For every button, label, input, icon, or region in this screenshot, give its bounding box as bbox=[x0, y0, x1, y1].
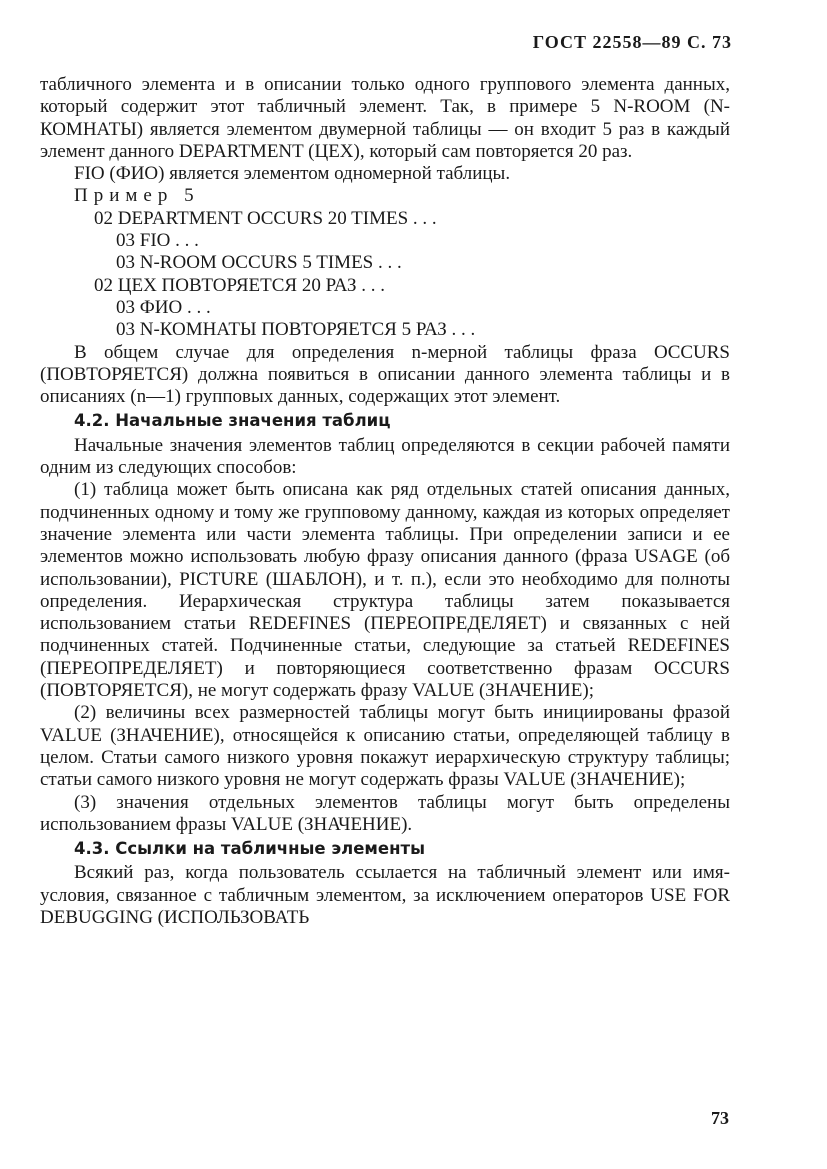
code-line: 02 ЦЕХ ПОВТОРЯЕТСЯ 20 РАЗ . . . bbox=[94, 274, 385, 296]
code-line: 03 N-ROOM OCCURS 5 TIMES . . . bbox=[116, 252, 402, 274]
section-heading: 4.3. Ссылки на табличные элементы bbox=[74, 839, 425, 859]
code-line: 03 ФИО . . . bbox=[116, 296, 211, 318]
paragraph: табличного элемента и в описании только одного группового элемента данных, который содержит этот табличный элемент. Так, в примере 5 N-ROOM (N-КОМНАТЫ) является элементом двумерной таблицы — он входит 5 раз в каждый элемент данного DEPARTMENT (ЦЕХ), который сам повторяется 20 раз. bbox=[40, 74, 730, 162]
page-header: ГОСТ 22558—89 С. 73 bbox=[532, 32, 732, 52]
paragraph: (3) значения отдельных элементов таблицы могут быть определены использованием фразы VALUE (ЗНАЧЕНИЕ). bbox=[40, 791, 730, 835]
page-number: 73 bbox=[711, 1108, 729, 1128]
section-heading: 4.2. Начальные значения таблиц bbox=[74, 411, 391, 431]
code-line: 03 FIO . . . bbox=[116, 230, 199, 252]
paragraph: (1) таблица может быть описана как ряд отдельных статей описания данных, подчиненных одному и тому же групповому данному, каждая из которых определяет значение элемента или части элемента таблицы. При определении записи и ее элементов можно использовать любую фразу описания данного (фраза USAGE (об использовании), PICTURE (ШАБЛОН), и т. п.), если это необходимо для полноты определения. Иерархическая структура таблицы затем показывается использованием статьи REDEFINES (ПЕРЕОПРЕДЕЛЯЕТ) и связанных с ней подчиненных статей. Подчиненные статьи, следующие за статьей REDEFINES (ПЕРЕОПРЕДЕЛЯЕТ) и повторяющиеся соответственно фразам OCCURS (ПОВТОРЯЕТСЯ), не могут содержать фразу VALUE (ЗНАЧЕНИЕ); bbox=[40, 479, 730, 702]
paragraph: FIO (ФИО) является элементом одномерной таблицы. bbox=[74, 163, 511, 185]
paragraph: (2) величины всех размерностей таблицы могут быть инициированы фразой VALUE (ЗНАЧЕНИЕ), относящейся к описанию статьи, определяющей таблицу в целом. Статьи самого низкого уровня покажут иерархическую структуру таблицы; статьи самого низкого уровня не могут содержать фразы VALUE (ЗНАЧЕНИЕ); bbox=[40, 702, 730, 791]
paragraph: Начальные значения элементов таблиц определяются в секции рабочей памяти одним из следующих способов: bbox=[40, 434, 730, 479]
page-body bbox=[40, 74, 730, 929]
paragraph: В общем случае для определения n-мерной таблицы фраза OCCURS (ПОВТОРЯЕТСЯ) должна появиться в описании данного элемента таблицы и в описаниях (n—1) групповых данных, содержащих этот элемент. bbox=[40, 341, 730, 408]
example-title: Пример 5 bbox=[74, 185, 200, 207]
paragraph: Всякий раз, когда пользователь ссылается на табличный элемент или имя-условия, связанное с табличным элементом, за исключением операторов USE FOR DEBUGGING (ИСПОЛЬЗОВАТЬ bbox=[40, 862, 730, 928]
code-line: 03 N-КОМНАТЫ ПОВТОРЯЕТСЯ 5 РАЗ . . . bbox=[116, 319, 476, 341]
code-line: 02 DEPARTMENT OCCURS 20 TIMES . . . bbox=[94, 207, 437, 229]
